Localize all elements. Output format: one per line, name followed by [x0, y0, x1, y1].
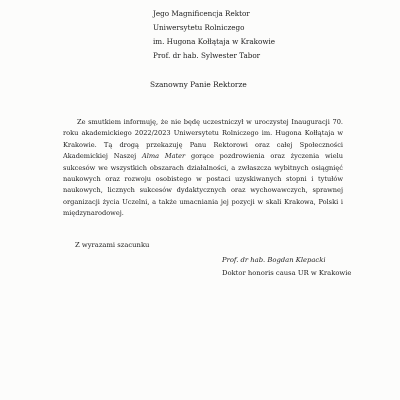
alma-mater-emphasis: Alma Mater	[141, 152, 186, 161]
body-text-part-1: Ze smutkiem informuję, że nie będę uczestniczył w uroczystej Inauguracji 70. roku akademickiego 2022/2023 Uniwersytetu Rolniczego im. Hugona Kołłątaja w Krakowie. Tą drogą przekazuję Panu Rektorowi oraz całej Społeczności Akademickiej Naszej	[63, 118, 343, 161]
signature-title: Doktor honoris causa UR w Krakowie	[222, 269, 352, 277]
addressee-line-4: Prof. dr hab. Sylwester Tabor	[153, 51, 261, 60]
addressee-line-2: Uniwersytetu Rolniczego	[153, 23, 245, 32]
addressee-line-1: Jego Magnificencja Rektor	[153, 9, 250, 18]
signature-block	[222, 254, 351, 280]
addressee-block	[153, 7, 275, 63]
body-text-part-2: gorące pozdrowienia oraz życzenia wielu sukcesów we wszystkich obszarach działalności, a zwłaszcza wybitnych osiągnięć naukowych oraz rozwoju osobistego w postaci uzyskiwanych stopni i tytułów naukowych, licznych sukcesów dydaktycznych oraz wychowawczych, sprawnej organizacji życia Uczelni, a także umacniania jej pozycji w skali Krakowa, Polski i międzynarodowej.	[63, 152, 343, 218]
letter-body	[63, 117, 343, 220]
addressee-line-3: im. Hugona Kołłątaja w Krakowie	[153, 37, 276, 46]
signature-name: Prof. dr hab. Bogdan Klepacki	[222, 256, 326, 264]
closing: Z wyrazami szacunku	[75, 241, 150, 249]
salutation: Szanowny Panie Rektorze	[150, 80, 247, 89]
